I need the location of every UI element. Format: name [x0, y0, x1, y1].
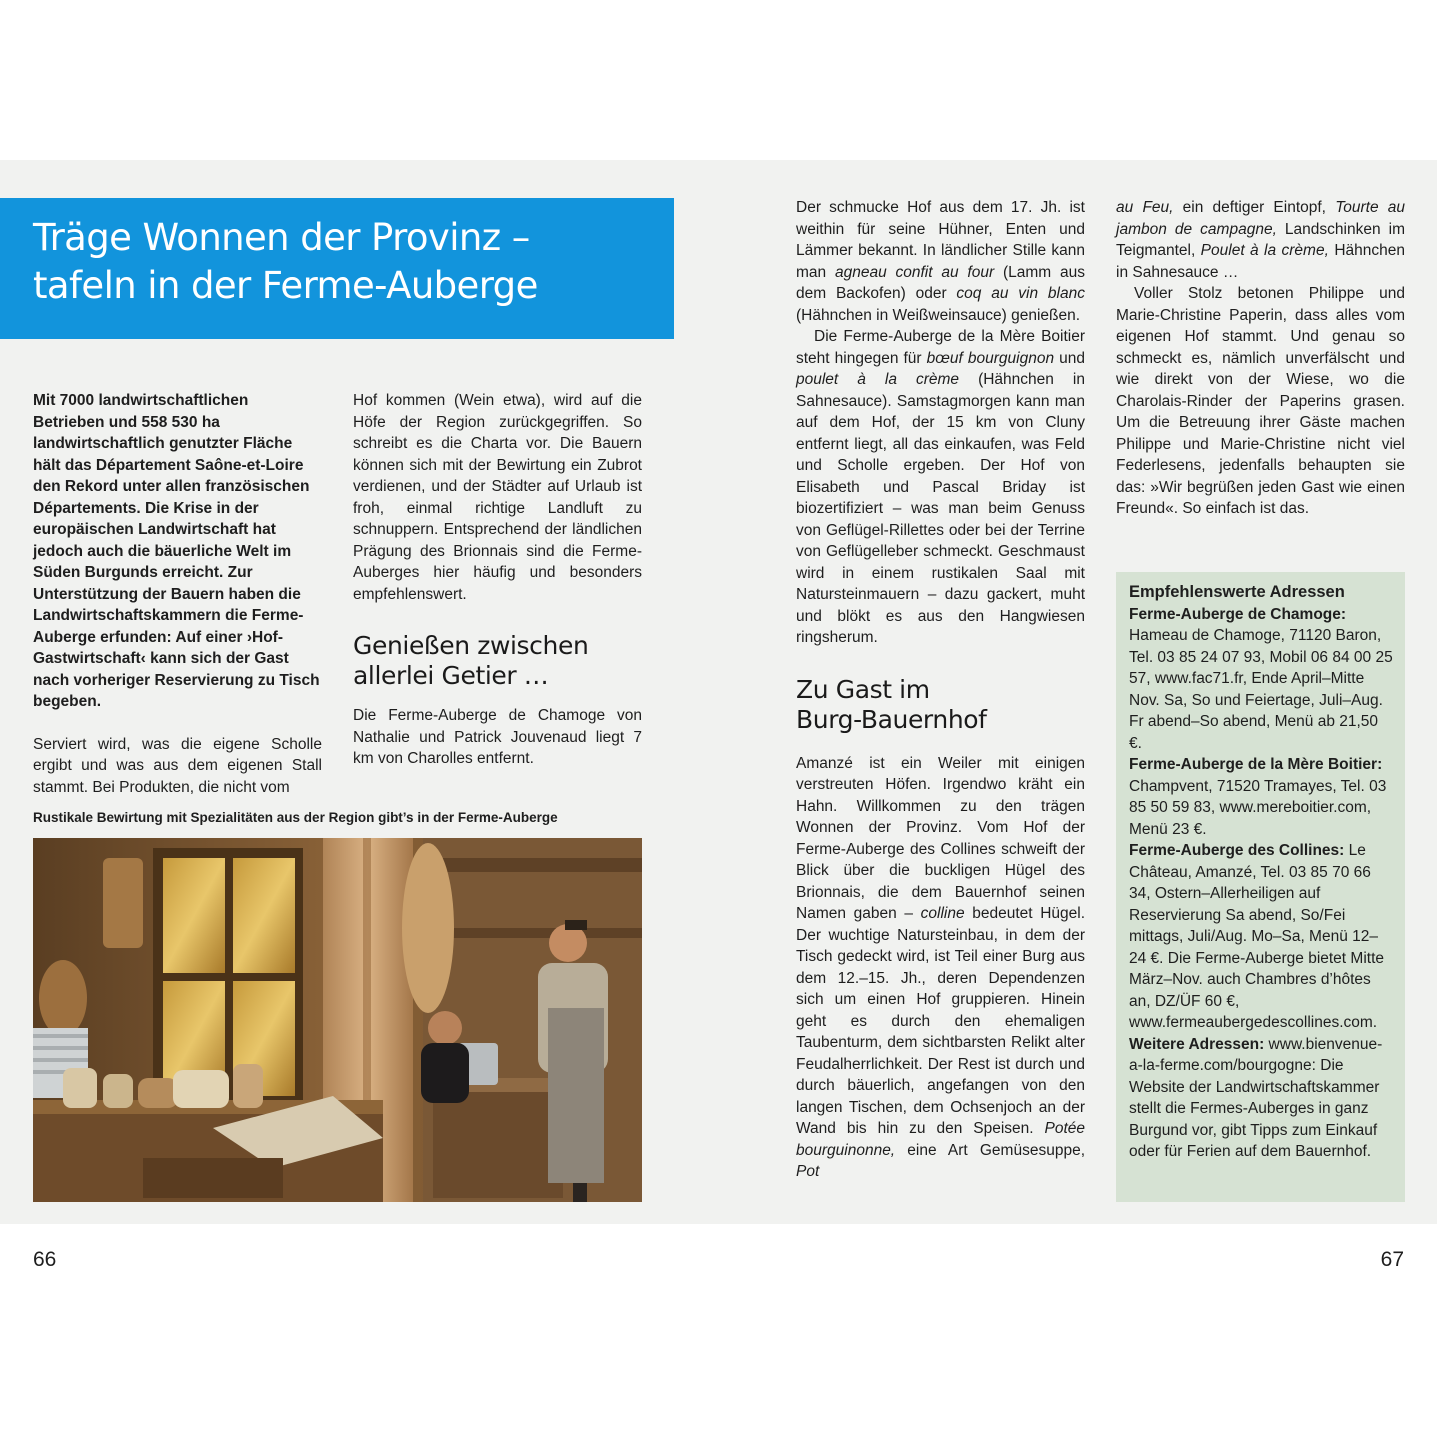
restaurant-photo — [33, 838, 642, 1202]
article-title-line-2: tafeln in der Ferme-Auberge — [33, 264, 538, 307]
info-box-heading: Empfehlenswerte Adressen — [1129, 583, 1345, 601]
article-title-line-1: Träge Wonnen der Provinz – — [33, 216, 530, 259]
address-entry: Ferme-Auberge de Chamoge: Hameau de Chamoge, 71120 Baron, Tel. 03 85 24 07 93, Mobil 06 84 00 25 57, www.fac71.fr, Ende April–Mitte Nov. Sa, So und Feiertage, Juli–Aug. Fr abend–So abend, Menü ab 21,50 €. — [1129, 605, 1393, 752]
section-heading-geniessen: Genießen zwischen allerlei Getier … — [353, 631, 589, 690]
page-number-left: 66 — [33, 1248, 57, 1271]
body-paragraph: Die Ferme-Auberge de la Mère Boitier steht hingegen für bœuf bourguignon und poulet à la crème (Hähnchen in Sahnesauce). Samstagmorgen kann man auf dem Hof, der 15 km von Cluny entfernt liegt, all das einkaufen, was Feld und Scholle ergeben. Der Hof von Elisabeth und Pascal Briday ist biozertifiziert – was man beim Genuss von Geflügel-Rillettes oder bei der Terrine von Geflügelleber schmeckt. Geschmaust wird in einem rustikalen Saal mit Natursteinmauern – dazu gackert, muht und blökt es aus den Hangwiesen ringsherum. — [796, 328, 1085, 646]
column-3 — [796, 197, 1085, 1183]
column-4 — [1116, 197, 1405, 520]
lead-paragraph: Mit 7000 landwirtschaftlichen Betrieben und 558 530 ha landwirtschaftlich genutzter Fläche hält das Département Saône-et-Loire den Rekord unter allen französischen Départements. Die Krise in der europäischen Landwirtschaft hat jedoch auch die bäuerliche Welt im Süden Burgunds erreicht. Zur Unterstützung der Bauern haben die Landwirtschaftskammern die Ferme-Auberge erfunden: Auf einer ›Hof-Gastwirtschaft‹ kann sich der Gast nach vorheriger Reservierung zu Tisch begeben. — [33, 392, 320, 710]
body-paragraph: Serviert wird, was die eigene Scholle ergibt und was aus dem eigenen Stall stammt. Bei Produkten, die nicht vom — [33, 735, 322, 796]
body-paragraph: Die Ferme-Auberge de Chamoge von Nathalie und Patrick Jouvenaud liegt 7 km von Charolles entfernt. — [353, 707, 642, 767]
address-entry: Ferme-Auberge des Collines: Le Château, Amanzé, Tel. 03 85 70 66 34, Ostern–Allerheiligen auf Reservierung Sa abend, So/Fei mittags, Juli/Aug. Mo–Sa, Menü 12–24 €. Die Ferme-Auberge bietet Mitte März–Nov. auch Chambres d’hôtes an, DZ/ÜF 60 €, www.fermeaubergedescollines.com. — [1129, 842, 1385, 1031]
title-banner — [0, 198, 674, 339]
restaurant-photo-illustration — [33, 838, 642, 1202]
body-paragraph: au Feu, ein deftiger Eintopf, Tourte au jambon de campagne, Landschinken im Teigmantel, Poulet à la crème, Hähnchen in Sahnesauce … — [1116, 199, 1405, 281]
photo-caption: Rustikale Bewirtung mit Spezialitäten aus der Region gibt’s in der Ferme-Auberge — [33, 810, 558, 825]
body-paragraph: Voller Stolz betonen Philippe und Marie-Christine Paperin, dass alles vom eigenen Hof stammt. Und genau so schmeckt es, nämlich unverfälscht und wie direkt von der Wiese, wo die Charolais-Rinder der Paperins grasen. Um die Betreuung ihrer Gäste machen Philippe und Marie-Christine nicht viel Federlesens, jedenfalls behaupten sie das: »Wir begrüßen jeden Gast wie einen Freund«. So einfach ist das. — [1116, 285, 1405, 517]
recommended-addresses-box — [1116, 572, 1405, 1202]
page-number-right: 67 — [1380, 1248, 1404, 1271]
address-entry: Ferme-Auberge de la Mère Boitier: Champvent, 71520 Tramayes, Tel. 03 85 50 59 83, www.mereboitier.com, Menü 23 €. — [1129, 756, 1387, 838]
body-paragraph: Der schmucke Hof aus dem 17. Jh. ist weithin für seine Hühner, Enten und Lämmer bekannt. In ländlicher Stille kann man agneau confit au four (Lamm aus dem Backofen) oder coq au vin blanc (Hähnchen in Weißweinsauce) genießen. — [796, 199, 1085, 324]
section-heading-zu-gast: Zu Gast im Burg-Bauernhof — [796, 674, 987, 734]
body-paragraph: Amanzé ist ein Weiler mit einigen verstreuten Höfen. Irgendwo kräht ein Hahn. Willkommen zu den trägen Wonnen der Provinz. Vom Hof der Ferme-Auberge des Collines schweift der Blick über die buckligen Hügel des Brionnais, die dem Bauernhof seinen Namen gaben – colline bedeutet Hügel. Der wuchtige Natursteinbau, in dem der Tisch gedeckt wird, ist Teil einer Burg aus dem 12.–15. Jh., deren Dependenzen sich um einen Hof gruppieren. Hinein geht es durch den ehemaligen Taubenturm, dem sichtbarsten Relikt alter Feudalherrlichkeit. Der Rest ist durch und durch bäuerlich, angefangen von den langen Tischen, dem Ochsenjoch an der Wand bis hin zu den Speisen. Potée bourguinonne, eine Art Gemüsesuppe, Pot — [796, 754, 1085, 1180]
address-entry: Weitere Adressen: www.bienvenue-a-la-ferme.com/bourgogne: Die Website der Landwirtschaftskammer stellt die Fermes-Auberges in ganz Burgund vor, gibt Tipps zum Einkauf oder für Ferien auf dem Bauernhof. — [1129, 1035, 1383, 1160]
column-2 — [353, 390, 642, 770]
column-1 — [33, 390, 322, 798]
body-paragraph: Hof kommen (Wein etwa), wird auf die Höfe der Region zurückgegriffen. So schreibt es die Charta vor. Die Bauern können sich mit der Bewirtung ein Zubrot verdienen, und der Städter auf Urlaub ist froh, einmal richtige Landluft zu schnuppern. Entsprechend der ländlichen Prägung des Brionnais sind die Ferme-Auberges hier häufig und besonders empfehlenswert. — [353, 392, 642, 603]
